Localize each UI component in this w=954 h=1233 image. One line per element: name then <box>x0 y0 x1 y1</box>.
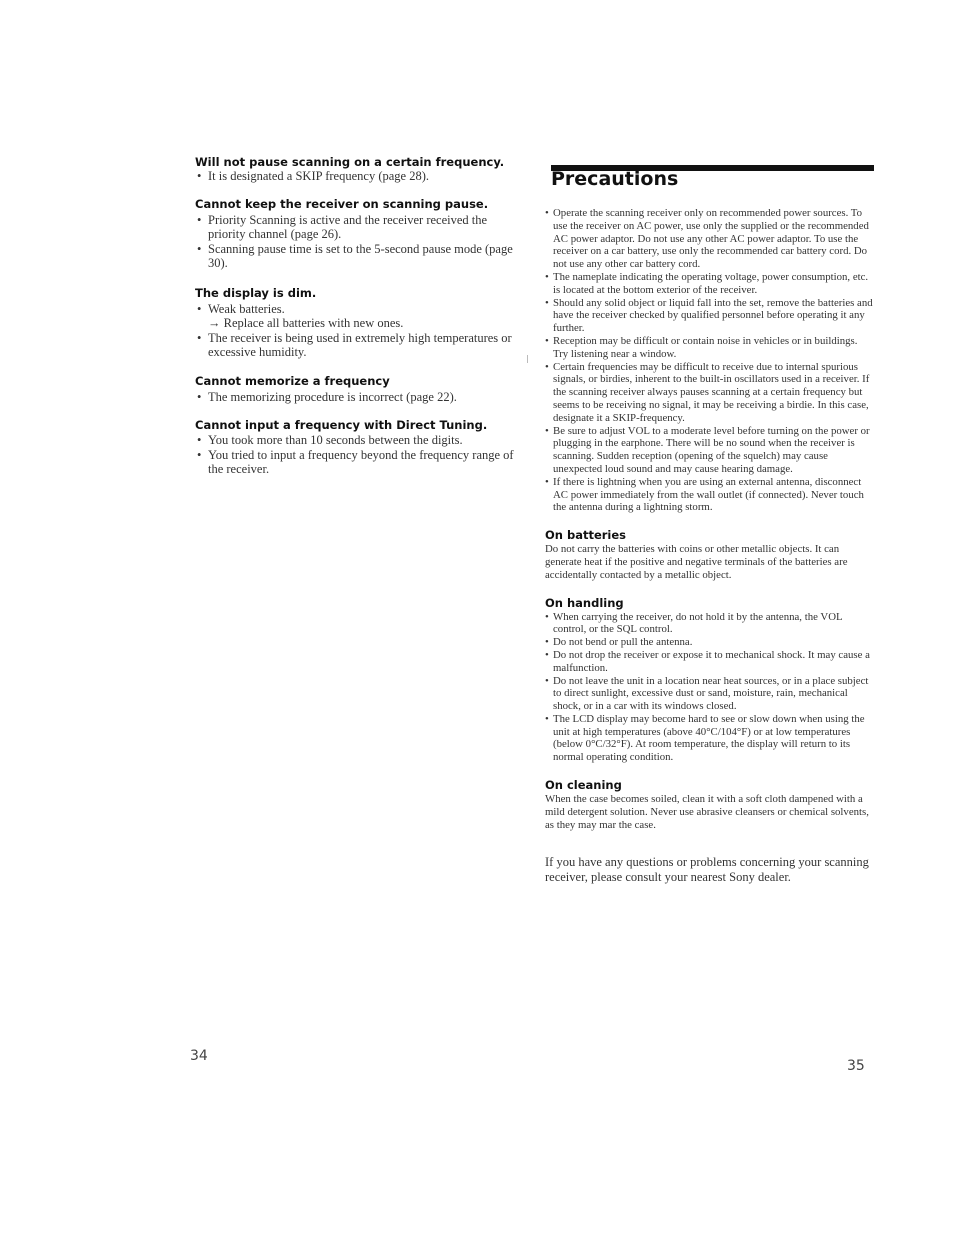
list-cannot-memorize <box>195 390 525 405</box>
page-title: Precautions <box>551 168 679 190</box>
list-item: • Weak batteries. <box>195 302 525 317</box>
list-item: • The receiver is being used in extremely high temperatures or excessive humidity. <box>195 331 525 360</box>
list-item: • Certain frequencies may be difficult to receive due to internal spurious signals, or birdies, inherent to the built-in oscillators used in a receiver. If the scanning receiver always pauses scanning at a certain frequency but seems to be receiving no signal, it may be receiving a birdie. In this case, designate it a SKIP-frequency. <box>545 361 875 425</box>
heading-no-pause: Will not pause scanning on a certain frequency. <box>195 155 505 169</box>
list-item: • Operate the scanning receiver only on recommended power sources. To use the receiver on AC power, use only the supplied or the recommended AC power adaptor. Do not use any other AC power adaptor. To use the receiver on a car battery, use only the recommended car battery cord. Do not use any other car battery cord. <box>545 207 875 271</box>
list-item: • Priority Scanning is active and the receiver received the priority channel (page 26). <box>195 213 525 242</box>
list-item: • If there is lightning when you are using an external antenna, disconnect AC power immediately from the wall outlet (if connected). Never touch the antenna during a lightning storm. <box>545 476 875 514</box>
list-item: • Scanning pause time is set to the 5-second pause mode (page 30). <box>195 242 525 271</box>
page-number-left: 34 <box>190 1048 208 1064</box>
list-item: • The nameplate indicating the operating voltage, power consumption, etc. is located at the bottom exterior of the receiver. <box>545 271 875 297</box>
heading-on-cleaning: On cleaning <box>545 778 622 793</box>
list-item: • Do not bend or pull the antenna. <box>545 636 875 649</box>
list-item: • Reception may be difficult or contain noise in vehicles or in buildings. Try listening near a window. <box>545 335 875 361</box>
batteries-text: Do not carry the batteries with coins or other metallic objects. It can generate heat if the positive and negative terminals of the batteries are accidentally contacted by a metallic object. <box>545 543 848 581</box>
list-no-keep-pause <box>195 213 525 271</box>
closing-text: If you have any questions or problems concerning your scanning receiver, please consult your nearest Sony dealer. <box>545 855 869 885</box>
right-column <box>545 207 875 885</box>
list-direct-tuning <box>195 433 525 477</box>
heading-on-handling: On handling <box>545 595 624 610</box>
list-item: • It is designated a SKIP frequency (page 28). <box>195 169 525 184</box>
heading-display-dim: The display is dim. <box>195 285 317 300</box>
list-item: • Be sure to adjust VOL to a moderate level before turning on the power or plugging in the earphone. There will be no sound when the receiver is scanning. Sudden reception (opening of the squelch) may cause unexpected loud sound and may cause hearing damage. <box>545 425 875 476</box>
left-column <box>195 155 525 477</box>
precautions-list <box>545 207 875 514</box>
cleaning-text: When the case becomes soiled, clean it with a soft cloth dampened with a mild detergent solution. Never use abrasive cleansers or chemical solvents, as they may mar the case. <box>545 793 869 831</box>
list-item: • The LCD display may become hard to see or slow down when using the unit at high temperatures (above 40°C/104°F) or at low temperatures (below 0°C/32°F). At room temperature, the display will return to its normal operating condition. <box>545 713 875 764</box>
heading-on-batteries: On batteries <box>545 528 627 543</box>
list-item: • The memorizing procedure is incorrect (page 22). <box>195 390 525 405</box>
list-no-pause <box>195 169 525 184</box>
handling-list <box>545 611 875 765</box>
list-item: • When carrying the receiver, do not hold it by the antenna, the VOL control, or the SQL control. <box>545 611 875 637</box>
list-display-dim <box>195 302 525 360</box>
list-item: • Do not leave the unit in a location near heat sources, or in a place subject to direct sunlight, excessive dust or sand, moisture, rain, mechanical shock, or in a car with its windows closed. <box>545 675 875 713</box>
column-divider <box>527 355 528 363</box>
list-item: • Should any solid object or liquid fall into the set, remove the batteries and have the receiver checked by qualified personnel before operating it any further. <box>545 297 875 335</box>
remedy-text: → Replace all batteries with new ones. <box>208 316 404 330</box>
list-item: • Do not drop the receiver or expose it to mechanical shock. It may cause a malfunction. <box>545 649 875 675</box>
page-number-right: 35 <box>847 1058 865 1074</box>
list-item: • You took more than 10 seconds between the digits. <box>195 433 525 448</box>
heading-cannot-memorize: Cannot memorize a frequency <box>195 373 390 388</box>
heading-no-keep-pause: Cannot keep the receiver on scanning pause. <box>195 196 489 211</box>
list-item: • You tried to input a frequency beyond the frequency range of the receiver. <box>195 448 525 477</box>
heading-direct-tuning: Cannot input a frequency with Direct Tuning. <box>195 418 488 432</box>
